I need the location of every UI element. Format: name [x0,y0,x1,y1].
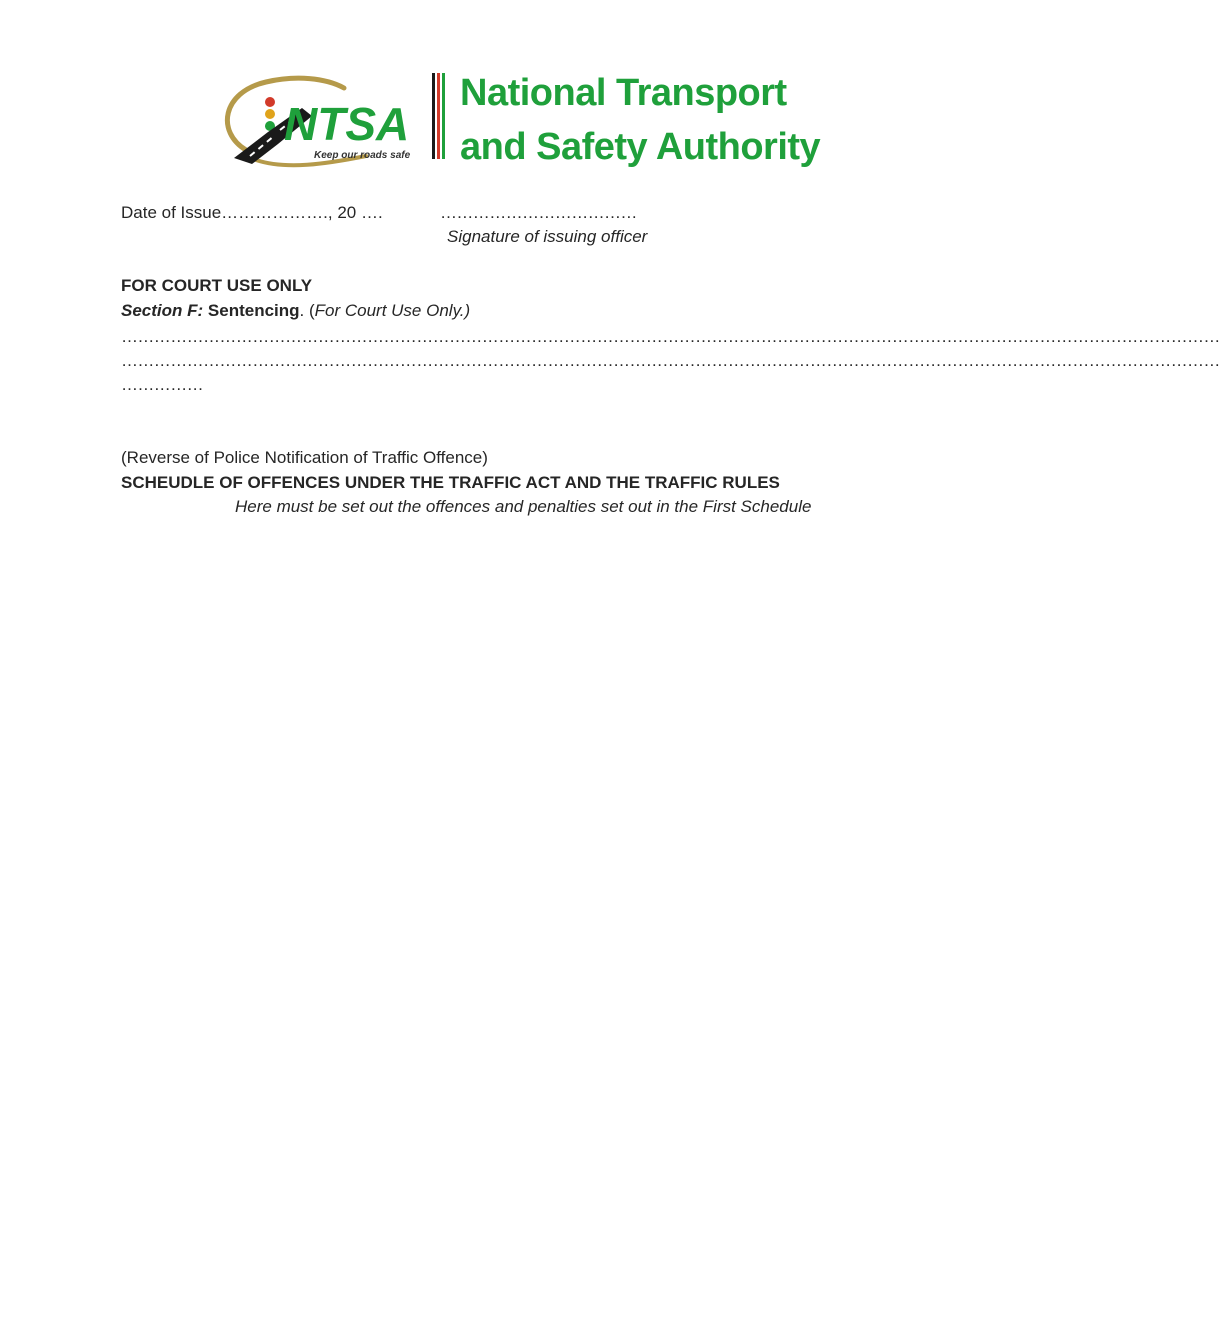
section-note: For Court Use Only.) [314,301,471,320]
reverse-note: (Reverse of Police Notification of Traffic Offence) [121,448,488,467]
court-use-heading: FOR COURT USE ONLY [121,276,313,295]
section-label: Section F: [121,301,204,320]
section-f-line: Section F: Sentencing. (For Court Use Only.) [121,301,471,320]
organization-name [460,66,820,174]
logo-emblem-text: NTSA [284,98,410,150]
signature-dots: ……………………………… [440,203,637,222]
ntsa-logo-icon [216,72,420,170]
schedule-heading: SCHEUDLE OF OFFENCES UNDER THE TRAFFIC ACT AND THE TRAFFIC RULES [121,473,780,492]
sentencing-dots-line-1: ………………………………………………………………………………………………………………………………………………………………………………… [121,327,1220,346]
org-name-line2: and Safety Authority [460,126,821,168]
section-title: Sentencing [207,301,300,320]
sentencing-dots-line-3: …………… [121,375,204,394]
schedule-instruction: Here must be set out the offences and penalties set out in the First Schedule [235,497,812,516]
divider-bars-icon [432,73,446,159]
date-of-issue: Date of Issue………………., 20 …. [121,203,383,222]
org-name-line1: National Transport [460,72,787,114]
logo-tagline: Keep our roads safe [314,150,411,161]
sentencing-dots-line-2: ………………………………………………………………………………………………………………………………………………………………………………… [121,351,1220,370]
signature-label: Signature of issuing officer [447,227,648,246]
